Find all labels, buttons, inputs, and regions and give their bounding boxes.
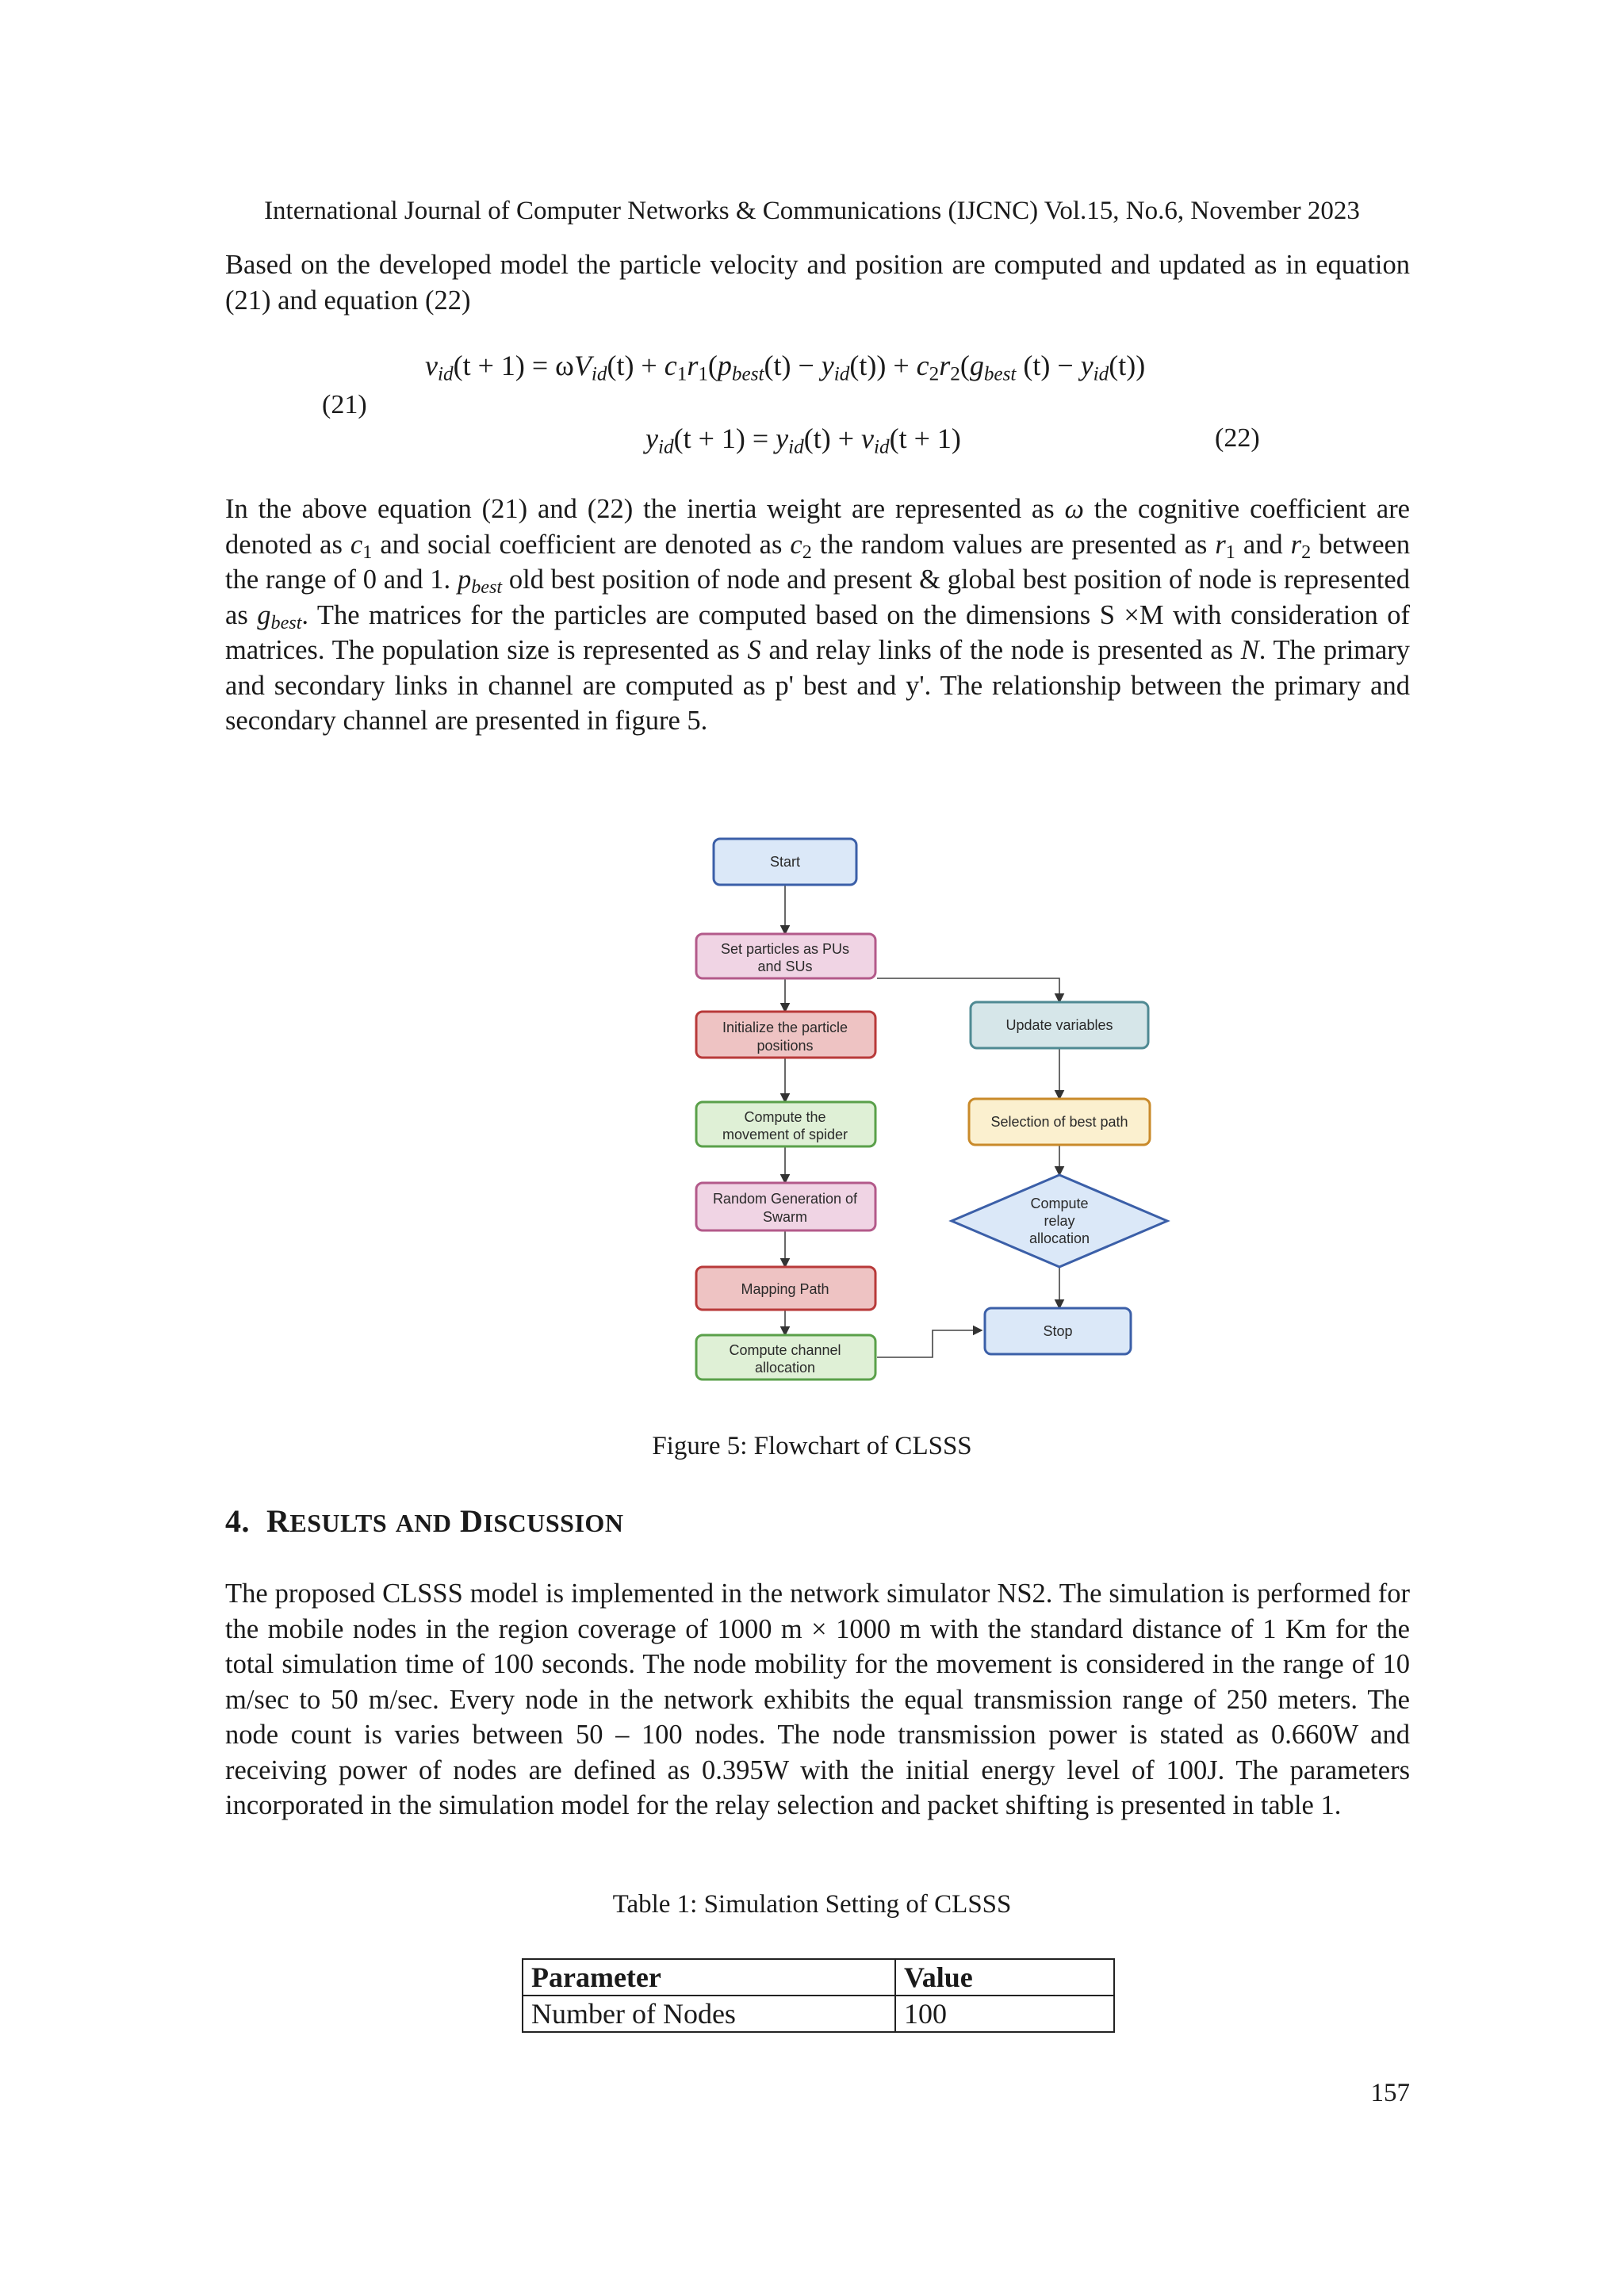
compute-relay-label-1: Compute — [1030, 1196, 1089, 1211]
intro-paragraph: Based on the developed model the particle velocity and position are computed and updated as in equation (21) and equation (22) — [225, 250, 1410, 316]
equation-22: $y_{id}(t + 1) = y_{id}(t) + v_{id}(t + 1)$ — [645, 423, 961, 458]
running-header: International Journal of Computer Networks & Communications (IJCNC) Vol.15, No.6, November 2023 — [264, 197, 1360, 225]
compute-channel-label-1: Compute channel — [729, 1342, 841, 1358]
update-variables-label: Update variables — [1005, 1017, 1113, 1033]
mapping-path-label: Mapping Path — [741, 1281, 829, 1297]
simulation-table — [522, 1958, 1115, 2033]
page-number: 157 — [1370, 2079, 1410, 2107]
equation-21: $v_{id}(t + 1) = \omega V_{id}(t) + c_1r_1(p_{best}(t) - y_{id}(t)) + c_2r_2(g_{best}$ $(t) - y_{id}(t)$) — [425, 350, 1146, 385]
set-particles-label-1: Set particles as PUs — [720, 941, 850, 957]
connector-channel-to-stop — [877, 1330, 982, 1357]
start-label: Start — [769, 854, 801, 870]
random-generation-label-2: Swarm — [762, 1209, 808, 1225]
stop-label: Stop — [1043, 1323, 1073, 1339]
compute-channel-label-2: allocation — [754, 1360, 816, 1376]
table-cell-value: 100 — [895, 1996, 1114, 2032]
section-heading: 4. RESULTS AND DISCUSSION — [225, 1503, 624, 1539]
best-path-label: Selection of best path — [990, 1114, 1128, 1130]
equation-22-label: (22) — [1215, 423, 1260, 453]
results-paragraph: The proposed CLSSS model is implemented in the network simulator NS2. The simulation is performed for the mobile nodes in the region coverage of 1000 m × 1000 m with the standard distance of 1 Km for the total simulation time of 100 seconds. The node mobility for the movement is considered in the range of 10 m/sec to 50 m/sec. Every node in the network exhibits the equal transmission range of 250 meters. The node count is varies between 50 – 100 nodes. The node transmission power is stated as 0.660W and receiving power of nodes are defined as 0.395W with the initial energy level of 100J. The parameters incorporated in the simulation model for the relay selection and packet shifting is presented in table 1. — [225, 1578, 1410, 1820]
table-header-value: Value — [895, 1959, 1114, 1996]
compute-relay-label-2: relay — [1044, 1213, 1075, 1229]
compute-movement-label-1: Compute the — [744, 1109, 826, 1125]
explanation-paragraph: In the above equation (21) and (22) the inertia weight are represented as ω the cognitive coefficient are denoted as $c_1$ and social coefficient are denoted as $c_2$ the random values are presented as $r_1$ and $r_2$ between the range of 0 and 1. $p_{best}$ old best position of node and present & global best position of node is represented as $g_{best}$. The matrices for the particles are computed based on the dimensions S ×M with consideration of matrices. The population size is represented as S and relay links of the node is presented as N. The primary and secondary links in channel are computed as p' best and y'. The relationship between the primary and secondary channel are presented in figure 5. — [225, 494, 1411, 736]
compute-movement-label-2: movement of spider — [722, 1127, 848, 1142]
table-caption: Table 1: Simulation Setting of CLSSS — [612, 1890, 1012, 1919]
initialize-label-1: Initialize the particle — [722, 1020, 848, 1035]
random-generation-label-1: Random Generation of — [712, 1191, 858, 1207]
table-header-parameter: Parameter — [523, 1959, 895, 1996]
compute-relay-label-3: allocation — [1028, 1230, 1090, 1246]
initialize-label-2: positions — [756, 1038, 814, 1054]
table-header-row — [523, 1959, 1114, 1996]
set-particles-label-2: and SUs — [757, 959, 813, 974]
connector-set-to-update — [877, 978, 1059, 1002]
flowchart-figure — [682, 825, 1189, 1395]
table-row — [523, 1996, 1114, 2032]
table-cell-parameter: Number of Nodes — [523, 1996, 895, 2032]
equation-21-label: (21) — [322, 390, 367, 419]
figure-caption: Figure 5: Flowchart of CLSSS — [652, 1432, 972, 1460]
